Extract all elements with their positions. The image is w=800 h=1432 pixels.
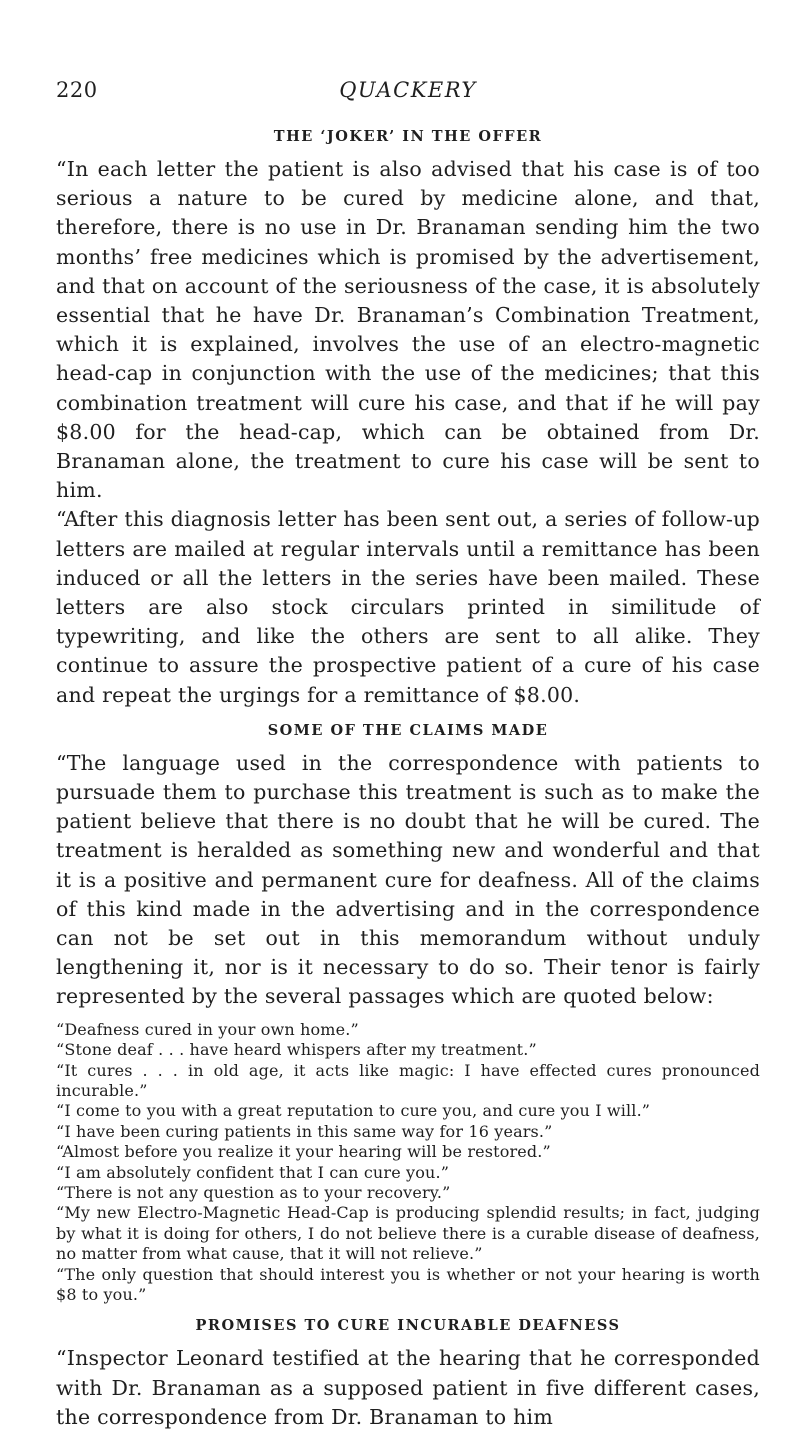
quote-item: “My new Electro-Magnetic Head-Cap is producing splendid results; in fact, judging by what it is doing for others, I do not believe there is a curable disease of deafness, no matter from what cause, that it will not relieve.” [56, 1203, 760, 1264]
page-number: 220 [56, 78, 98, 102]
quote-item: “I am absolutely confident that I can cure you.” [56, 1162, 450, 1182]
quote-item: “Stone deaf . . . have heard whispers after my treatment.” [56, 1040, 537, 1060]
quote-item: “There is not any question as to your recovery.” [56, 1182, 451, 1202]
quote-item: “Almost before you realize it your hearing will be restored.” [56, 1142, 551, 1162]
quote-item: “The only question that should interest you is whether or not your hearing is worth $8 to you.” [56, 1264, 760, 1304]
quoted-passages [56, 1020, 760, 1306]
running-head: QUACKERY [339, 78, 477, 102]
quote-item: “Deafness cured in your own home.” [56, 1019, 359, 1039]
quote-item: “I come to you with a great reputation to cure you, and cure you I will.” [56, 1101, 651, 1121]
paragraph-claims: “The language used in the correspondence with patients to pursuade them to purchase this treatment is such as to make the patient believe that there is no doubt that he will be cured. The treatment is heralded as something new and wonderful and that it is a positive and permanent cure for deafness. All of the claims of this kind made in the advertising and in the correspondence can not be set out in this memorandum without unduly lengthening it, nor is it necessary to do so. Their tenor is fairly represented by the several passages which are quoted below: [56, 750, 760, 1009]
paragraph-joker-1: “In each letter the patient is also advised that his case is of too serious a nature to be cured by medicine alone, and that, therefore, there is no use in Dr. Branaman sending him the two months’ free medicines which is promised by the advertisement, and that on account of the seriousness of the case, it is absolutely essential that he have Dr. Branaman’s Combination Treatment, which it is explained, involves the use of an electro-magnetic head-cap in conjunction with the use of the medicines; that this combination treatment will cure his case, and that if he will pay $8.00 for the head-cap, which can be obtained from Dr. Branaman alone, the treatment to cure his case will be sent to him. [56, 157, 760, 503]
section-heading-joker: THE ‘JOKER’ IN THE OFFER [273, 128, 543, 145]
paragraph-promises: “Inspector Leonard testified at the hearing that he corresponded with Dr. Branaman as a supposed patient in five different cases, the correspondence from Dr. Branaman to him [56, 1346, 760, 1429]
quote-item: “I have been curing patients in this same way for 16 years.” [56, 1121, 553, 1141]
section-heading-claims: SOME OF THE CLAIMS MADE [267, 721, 549, 739]
section-heading-promises: PROMISES TO CURE INCURABLE DEAFNESS [195, 1317, 621, 1335]
paragraph-joker-2: “After this diagnosis letter has been sent out, a series of follow-up letters are mailed at regular intervals until a remittance has been induced or all the letters in the series have been mailed. These letters are also stock circulars printed in similitude of typewriting, and like the others are sent to all alike. They continue to assure the prospective patient of a cure of his case and repeat the urgings for a remittance of $8.00. [56, 507, 760, 707]
page-body [56, 128, 760, 1432]
page-header [56, 78, 760, 108]
quote-item: “It cures . . . in old age, it acts like magic: I have effected cures pronounced incurable.” [56, 1060, 760, 1100]
